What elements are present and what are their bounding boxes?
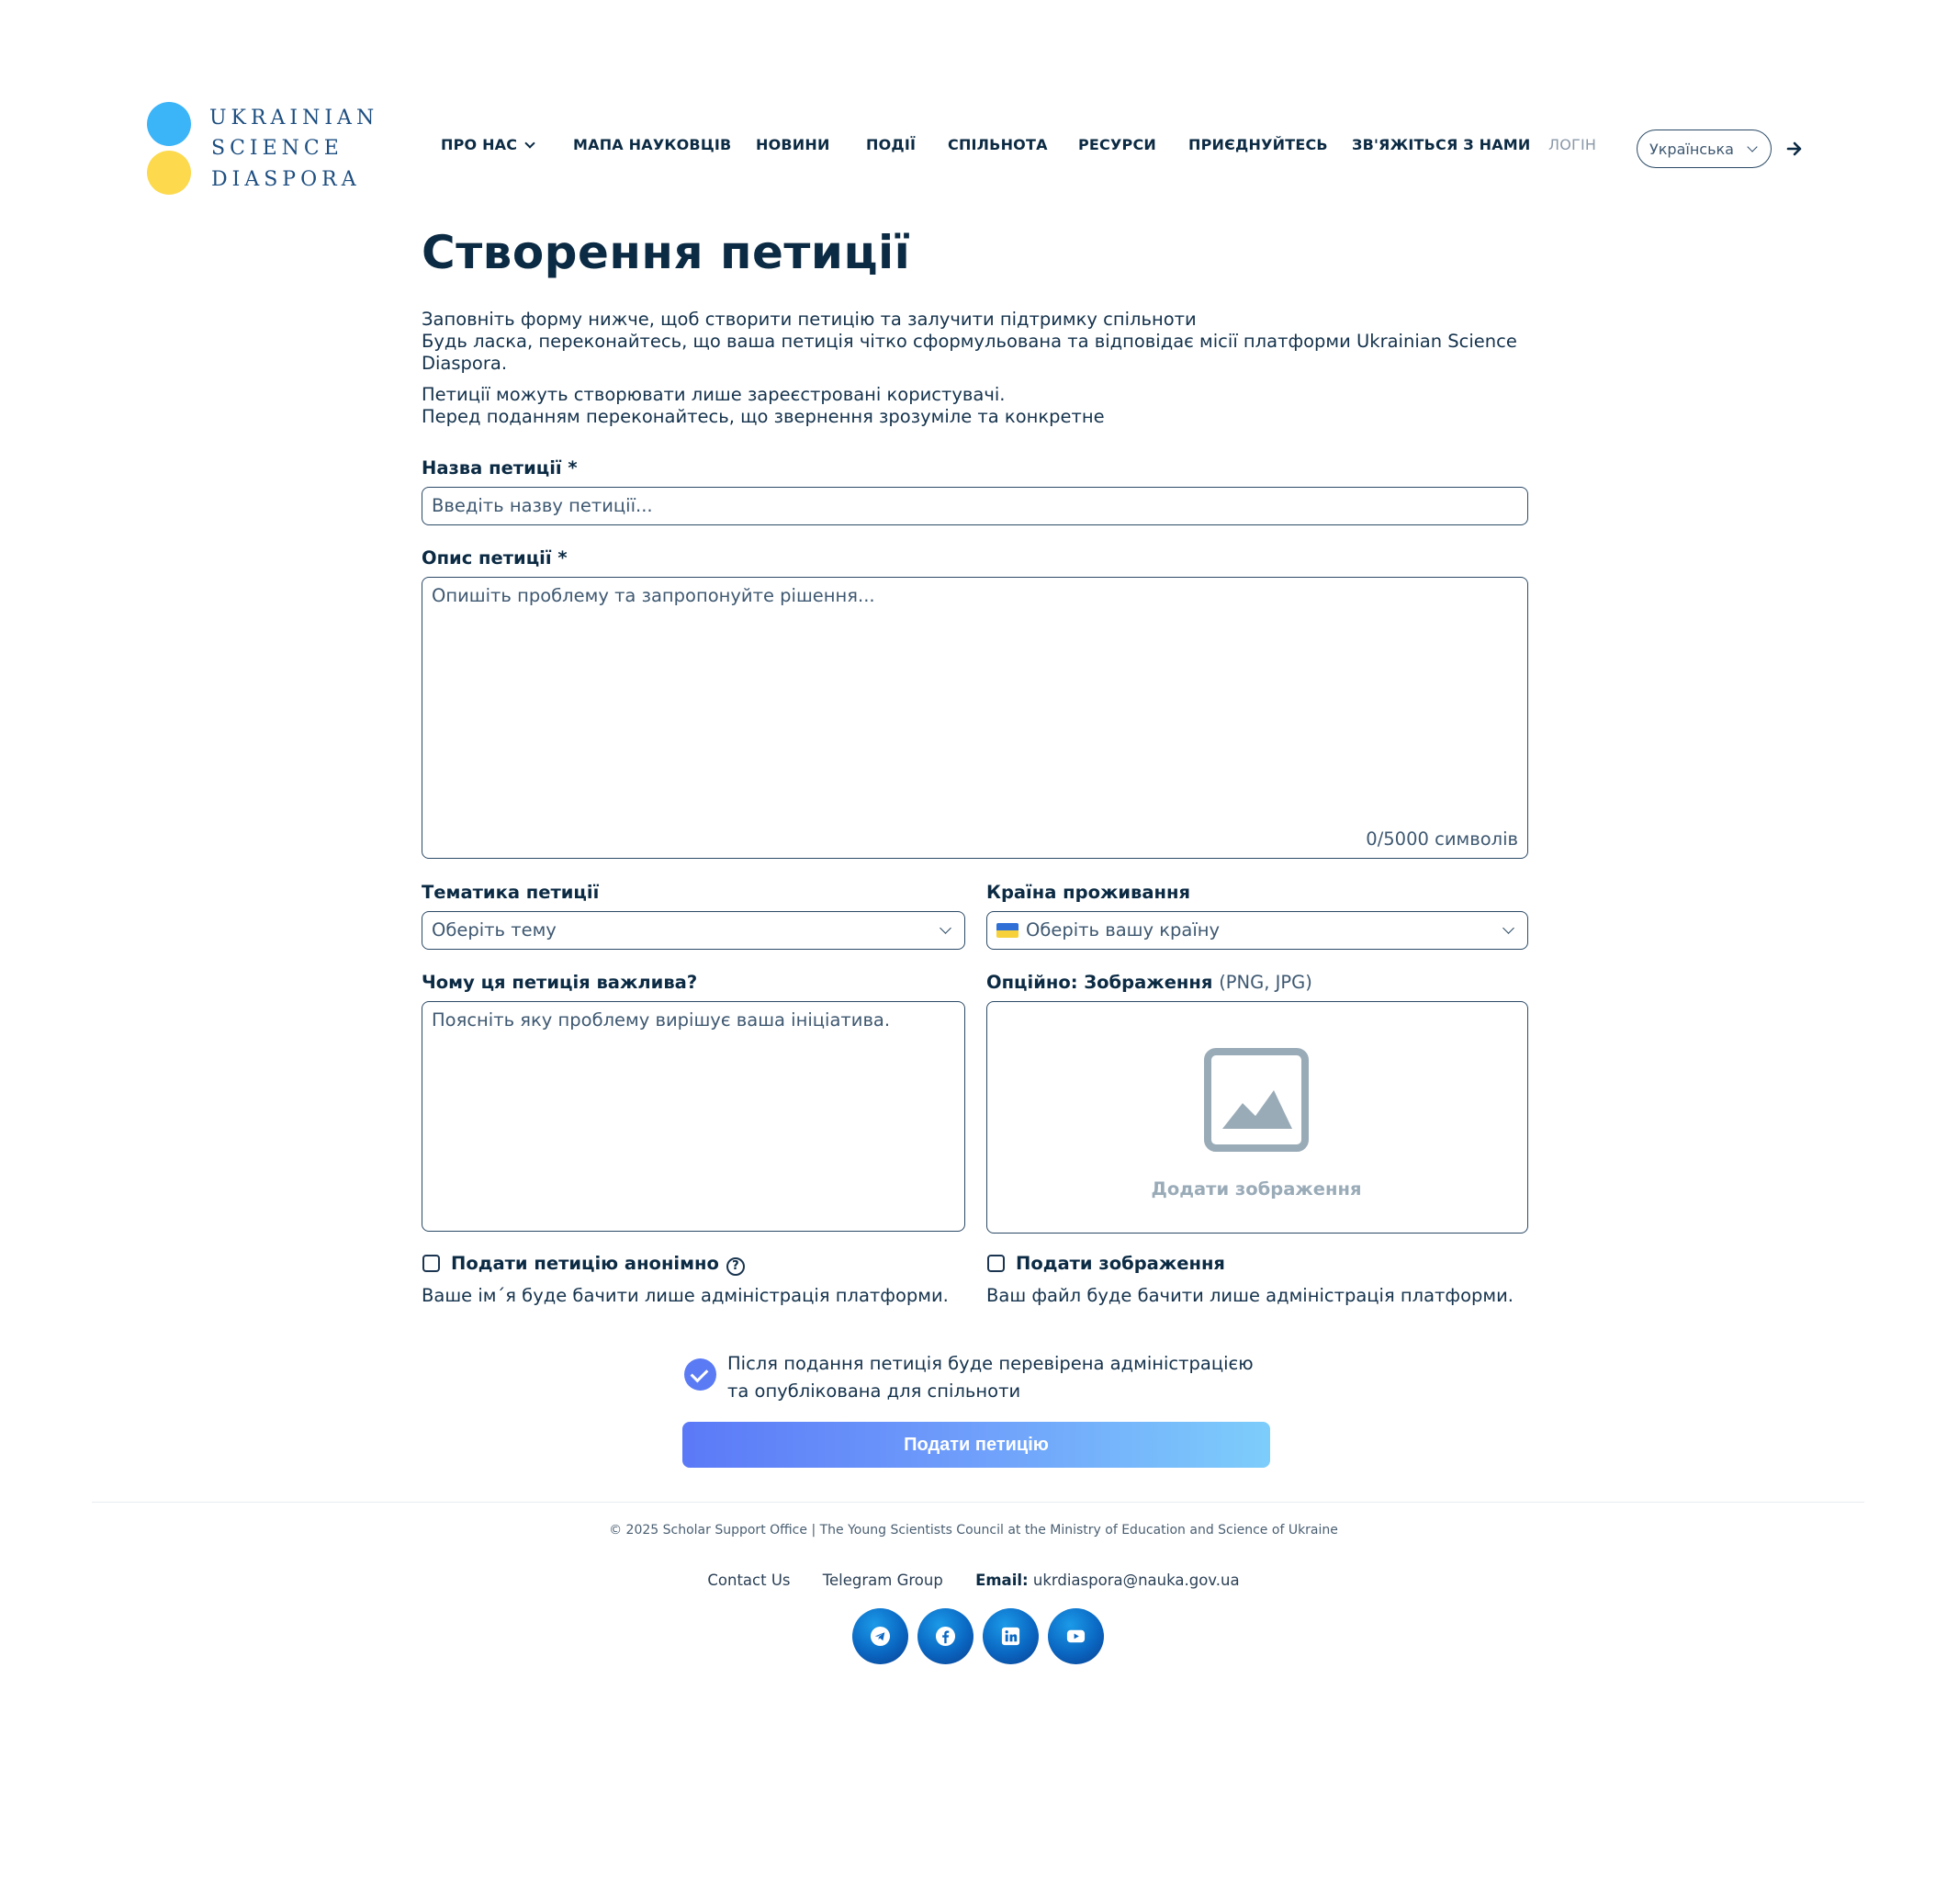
- logo-blue-dot: [147, 102, 191, 146]
- image-field-label: [986, 972, 1312, 993]
- anonymous-checkbox[interactable]: [422, 1255, 440, 1272]
- language-select[interactable]: [1637, 130, 1772, 168]
- petition-description-placeholder: Опишіть проблему та запропонуйте рішення...: [432, 585, 875, 606]
- submit-petition-button[interactable]: Подати петицію: [682, 1422, 1270, 1468]
- logo-text-line3: DIASPORA: [211, 168, 361, 191]
- footer-telegram-link[interactable]: Telegram Group: [822, 1572, 943, 1589]
- telegram-button[interactable]: [852, 1608, 908, 1664]
- linkedin-button[interactable]: [983, 1608, 1039, 1664]
- arrow-right-icon[interactable]: [1786, 138, 1803, 160]
- title-field-label: Назва петиції *: [422, 457, 578, 479]
- facebook-icon: [935, 1626, 956, 1647]
- nav-item-resources[interactable]: РЕСУРСИ: [1078, 136, 1156, 153]
- anonymous-checkbox-row[interactable]: [422, 1253, 745, 1276]
- page-title: Створення петиції: [422, 226, 911, 279]
- topic-select-value: Оберіть тему: [432, 919, 557, 941]
- footer-links: [0, 1572, 1947, 1589]
- youtube-button[interactable]: [1048, 1608, 1104, 1664]
- nav-item-contact[interactable]: ЗВ'ЯЖІТЬСЯ З НАМИ: [1352, 136, 1531, 153]
- chevron-down-icon: [1502, 922, 1514, 934]
- nav-item-news[interactable]: НОВИНИ: [756, 136, 830, 153]
- linkedin-icon: [1000, 1626, 1021, 1647]
- telegram-icon: [870, 1626, 891, 1647]
- country-select-value: Оберіть вашу країну: [1026, 919, 1221, 941]
- petition-title-placeholder: Введіть назву петиції...: [432, 495, 653, 516]
- petition-title-input[interactable]: [422, 487, 1528, 525]
- country-field-label: Країна проживання: [986, 882, 1191, 903]
- why-important-placeholder: Поясніть яку проблему вирішує ваша ініціатива.: [432, 1009, 891, 1031]
- anonymous-checkbox-label: Подати петицію анонімно: [451, 1253, 719, 1274]
- nav-item-login[interactable]: ЛОГІН: [1548, 136, 1597, 153]
- facebook-button[interactable]: [917, 1608, 974, 1664]
- chevron-down-icon: [1747, 141, 1757, 152]
- footer-email-label: Email:: [975, 1572, 1029, 1589]
- submit-image-checkbox-label: Подати зображення: [1016, 1253, 1225, 1274]
- nav-item-community[interactable]: СПІЛЬНОТА: [948, 136, 1048, 153]
- chevron-down-icon: [940, 922, 951, 934]
- youtube-icon: [1065, 1626, 1086, 1647]
- topic-field-label: Тематика петиції: [422, 882, 600, 903]
- image-field-label-text: Опційно: Зображення: [986, 972, 1213, 993]
- intro-paragraph-2: Петиції можуть створювати лише зареєстровані користувачі. Перед поданням переконайтесь, що звернення зрозуміле та конкретне: [422, 384, 1105, 427]
- chevron-down-icon: [525, 138, 535, 148]
- country-select[interactable]: [986, 911, 1528, 950]
- language-select-value: Українська: [1649, 141, 1734, 158]
- why-important-textarea[interactable]: [422, 1001, 965, 1232]
- help-icon[interactable]: ?: [726, 1257, 745, 1276]
- nav-item-join[interactable]: ПРИЄДНУЙТЕСЬ: [1188, 136, 1328, 153]
- nav-item-scientists-map[interactable]: МАПА НАУКОВЦІВ: [573, 136, 732, 153]
- image-icon: [1204, 1048, 1309, 1152]
- intro-paragraph-1: Заповніть форму нижче, щоб створити петицію та залучити підтримку спільноти Будь ласка, переконайтесь, що ваша петиція чітко сформульована та відповідає місії платформи Ukrainian Science Diaspora.: [422, 309, 1517, 374]
- character-counter: 0/5000 символів: [1366, 828, 1518, 850]
- footer-email-address: ukrdiaspora@nauka.gov.ua: [1032, 1572, 1240, 1589]
- anonymous-hint: Ваше ім´я буде бачити лише адміністрація платформи.: [422, 1285, 949, 1306]
- add-image-label: Додати зображення: [1151, 1178, 1362, 1200]
- image-formats-text: (PNG, JPG): [1219, 972, 1312, 993]
- logo-text-line1: UKRAINIAN: [209, 107, 379, 130]
- footer-copyright: © 2025 Scholar Support Office | The Young Scientists Council at the Ministry of Education and Science of Ukraine: [609, 1523, 1338, 1538]
- nav-item-about[interactable]: [441, 136, 534, 153]
- logo-text-line2: SCIENCE: [211, 137, 343, 160]
- site-logo[interactable]: [145, 99, 379, 197]
- check-circle-icon: [684, 1358, 716, 1391]
- footer-email[interactable]: [975, 1572, 1240, 1589]
- why-important-label: Чому ця петиція важлива?: [422, 972, 698, 993]
- ukraine-flag-icon: [996, 923, 1019, 938]
- nav-item-events[interactable]: ПОДІЇ: [866, 136, 917, 153]
- footer-contact-link[interactable]: Contact Us: [707, 1572, 791, 1589]
- topic-select[interactable]: [422, 911, 965, 950]
- nav-item-about-label: ПРО НАС: [441, 136, 518, 153]
- footer-divider: [92, 1502, 1864, 1503]
- submit-image-hint: Ваш файл буде бачити лише адміністрація платформи.: [986, 1285, 1514, 1306]
- submit-image-checkbox-row[interactable]: [987, 1253, 1225, 1274]
- moderation-notice: Після подання петиція буде перевірена адміністрацією та опублікована для спільноти: [727, 1353, 1254, 1402]
- submit-image-checkbox[interactable]: [987, 1255, 1005, 1272]
- description-field-label: Опис петиції *: [422, 547, 568, 569]
- logo-yellow-dot: [147, 151, 191, 195]
- petition-description-textarea[interactable]: [422, 577, 1528, 859]
